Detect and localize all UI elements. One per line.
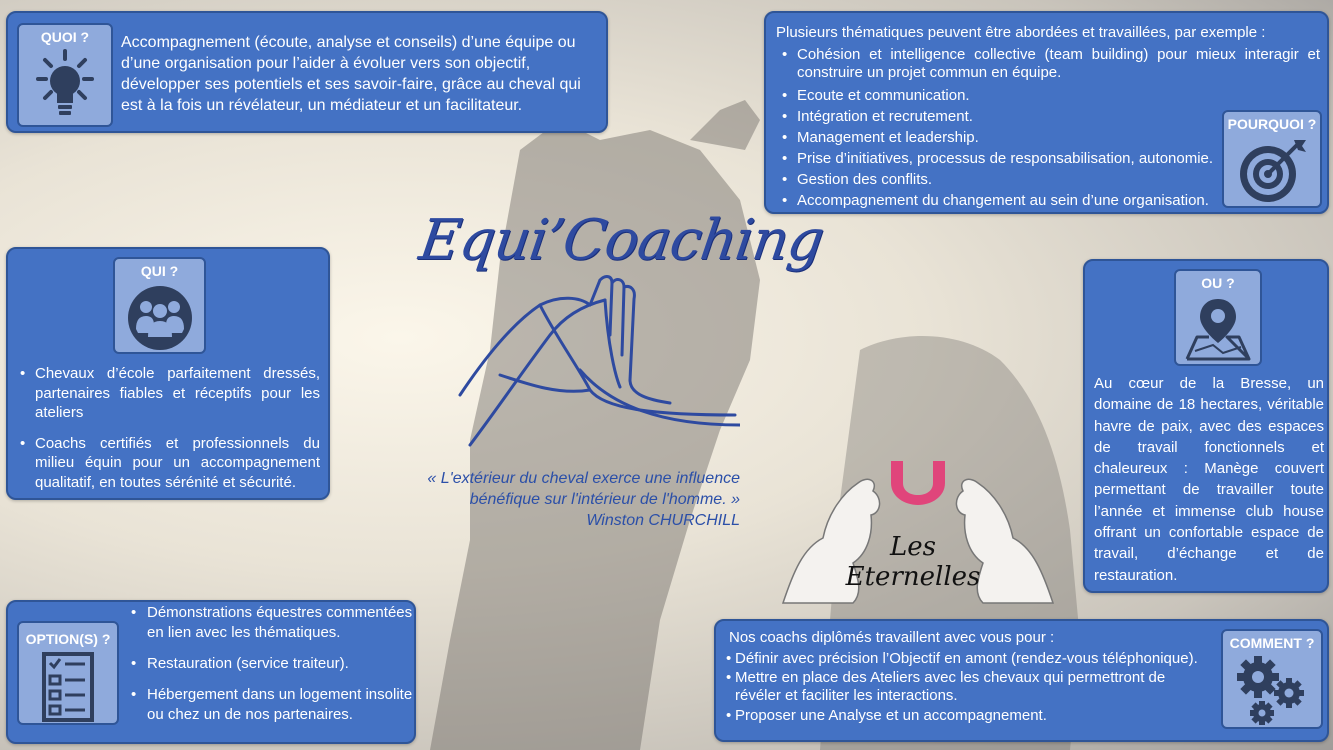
brand-title: Equi’Coaching bbox=[415, 208, 828, 273]
options-badge bbox=[17, 621, 119, 725]
quote-line-2: bénéfique sur l'intérieur de l'homme. » bbox=[469, 491, 740, 508]
list-item: • Démonstrations équestres commentées en lien avec les thématiques. bbox=[129, 603, 413, 643]
options-list bbox=[123, 603, 413, 725]
comment-badge bbox=[1221, 629, 1323, 729]
comment-list bbox=[724, 648, 1224, 726]
quote-author: Winston CHURCHILL bbox=[586, 512, 740, 529]
list-item: • Intégration et recrutement. bbox=[780, 106, 1220, 127]
gears-icon bbox=[1234, 653, 1310, 727]
list-item: • Coachs certifiés et professionnels du milieu équin pour un accompagnement qualitatif, en toutes sérénité et sécurité. bbox=[18, 434, 320, 493]
quote-line-1: « L'extérieur du cheval exerce une influence bbox=[427, 470, 740, 487]
checklist-icon bbox=[41, 651, 95, 723]
pourquoi-label: POURQUOI ? bbox=[1227, 116, 1317, 132]
list-item: • Définir avec précision l’Objectif en amont (rendez-vous téléphonique). bbox=[724, 648, 1224, 669]
qui-badge bbox=[113, 257, 206, 354]
options-label: OPTION(S) ? bbox=[25, 631, 111, 647]
ou-text: Au cœur de la Bresse, un domaine de 18 hectares, véritable havre de paix, avec des espaces de travail fonctionnels et chaleureux : Manège couvert permettant de travailler toute l’année et immense club house offrant un confortable espace de travail, d’échange et de restauration. bbox=[1094, 375, 1324, 584]
quoi-panel bbox=[6, 11, 608, 133]
options-panel bbox=[6, 600, 416, 744]
list-item: • Gestion des conflits. bbox=[780, 169, 1220, 190]
ou-badge bbox=[1174, 269, 1262, 366]
list-item: • Prise d’initiatives, processus de responsabilisation, autonomie. bbox=[780, 148, 1230, 169]
comment-panel bbox=[714, 619, 1329, 742]
eternelles-line-1: Les bbox=[890, 532, 936, 562]
churchill-quote bbox=[380, 468, 740, 531]
lightbulb-icon bbox=[30, 49, 100, 123]
list-item: • Chevaux d’école parfaitement dressés, partenaires fiables et réceptifs pour les ateliers bbox=[18, 364, 320, 423]
map-pin-icon bbox=[1183, 295, 1253, 363]
target-icon bbox=[1236, 138, 1308, 204]
quoi-text: Accompagnement (écoute, analyse et conseils) d’une équipe ou d’une organisation pour l’aider à évoluer vers son objectif, développer ses potentiels et ses savoir-faire, grâce au cheval qui est à la fois un révélateur, un médiateur et un facilitateur. bbox=[121, 34, 581, 114]
qui-panel bbox=[6, 247, 330, 500]
list-item: • Management et leadership. bbox=[780, 127, 1220, 148]
list-item: • Ecoute et communication. bbox=[780, 85, 1220, 106]
quoi-label: QUOI ? bbox=[40, 29, 90, 45]
pourquoi-panel bbox=[764, 11, 1329, 214]
eternelles-line-2: Eternelles bbox=[845, 562, 981, 592]
list-item: • Proposer une Analyse et un accompagnement. bbox=[724, 705, 1224, 726]
list-item: • Cohésion et intelligence collective (team building) pour mieux interagir et construire un projet commun en équipe. bbox=[780, 46, 1320, 82]
qui-label: QUI ? bbox=[140, 263, 179, 279]
comment-label: COMMENT ? bbox=[1229, 635, 1315, 651]
pourquoi-badge bbox=[1222, 110, 1322, 208]
list-item: • Accompagnement du changement au sein d’une organisation. bbox=[780, 190, 1220, 211]
list-item: • Mettre en place des Ateliers avec les chevaux qui permettront de révéler et faciliter les interactions. bbox=[724, 669, 1194, 705]
quoi-badge bbox=[17, 23, 113, 127]
eternelles-title bbox=[838, 532, 988, 592]
ou-label: OU ? bbox=[1201, 275, 1235, 291]
ou-panel bbox=[1083, 259, 1329, 593]
horse-hand-logo-icon bbox=[440, 275, 740, 455]
list-item: • Restauration (service traiteur). bbox=[129, 654, 413, 674]
horseshoe-icon bbox=[891, 461, 945, 505]
pourquoi-intro: Plusieurs thématiques peuvent être abordées et travaillées, par exemple : bbox=[776, 24, 1266, 41]
team-icon bbox=[126, 285, 194, 351]
list-item: • Hébergement dans un logement insolite ou chez un de nos partenaires. bbox=[129, 685, 413, 725]
qui-list bbox=[18, 364, 320, 492]
comment-intro: Nos coachs diplômés travaillent avec vous pour : bbox=[729, 629, 1055, 646]
